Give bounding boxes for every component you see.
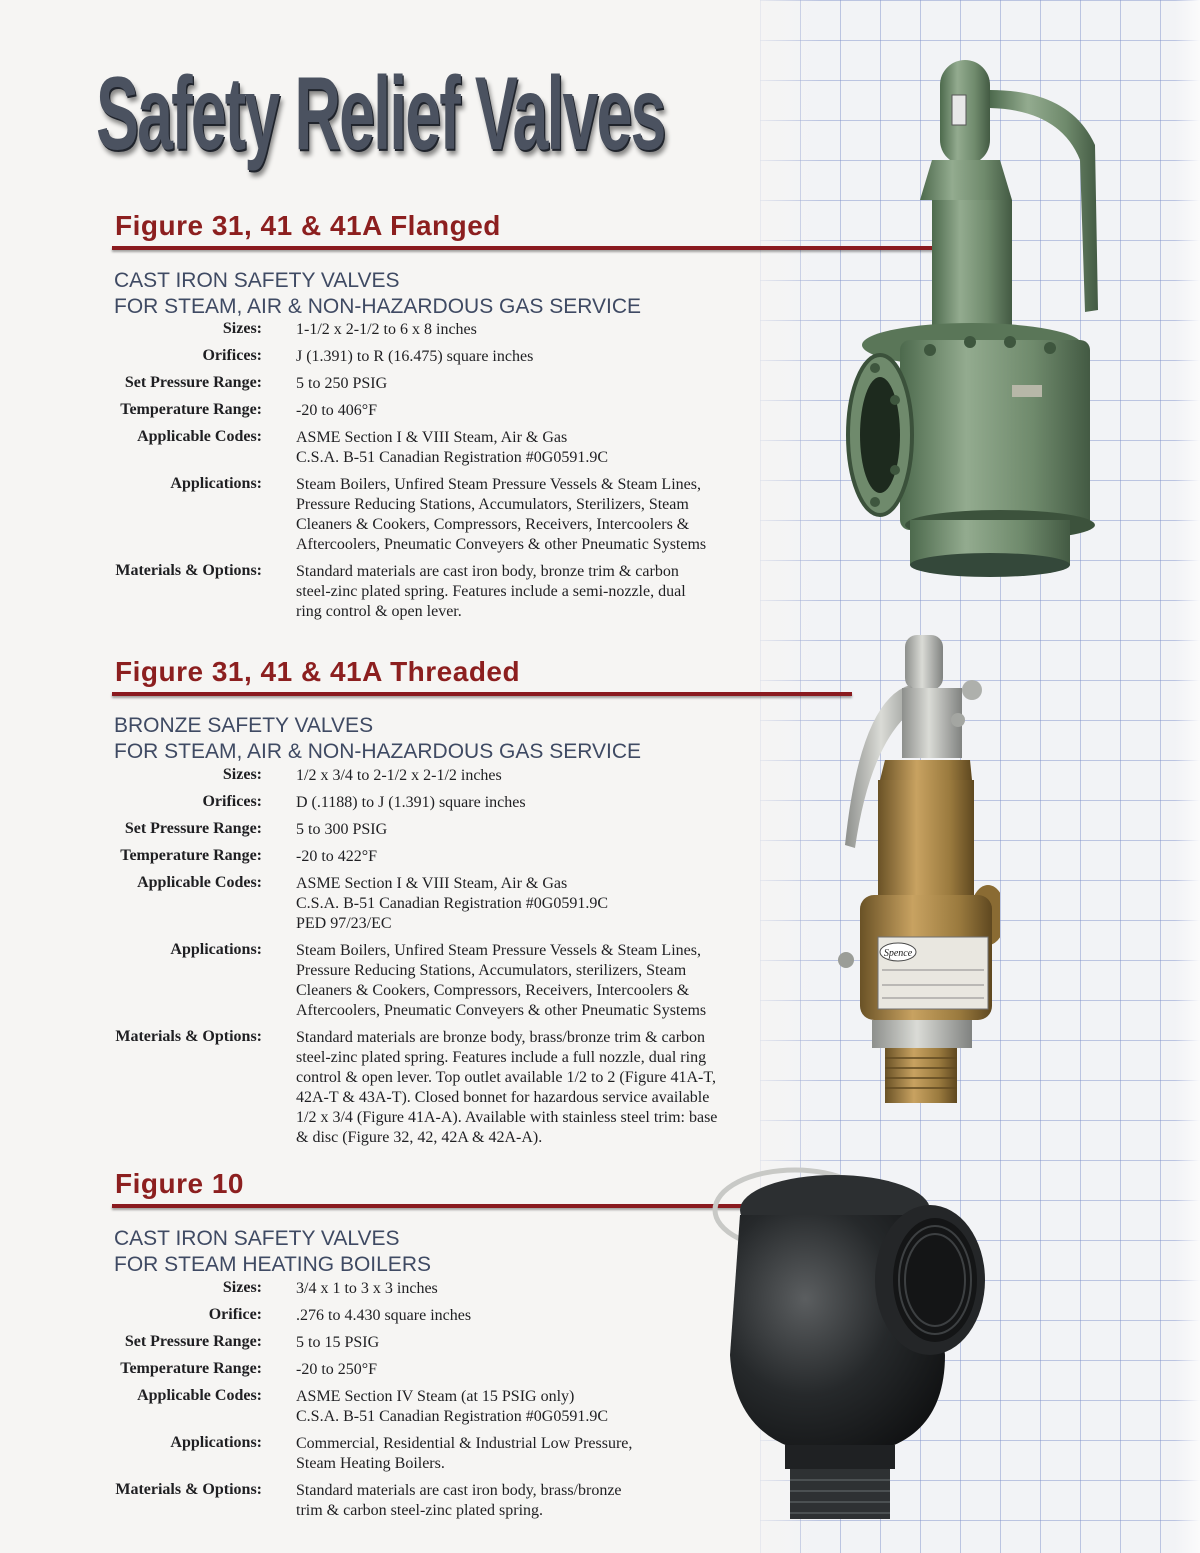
- spec-value-line: D (.1188) to J (1.391) square inches: [296, 794, 526, 811]
- spec-value-line: Steam Boilers, Unfired Steam Pressure Vessels & Steam Lines,: [296, 476, 701, 493]
- spec-value: [296, 475, 776, 562]
- spec-row-temperature: [0, 847, 780, 874]
- section-2-spec-table: [0, 766, 780, 1150]
- spec-value: [296, 1481, 776, 1523]
- spec-value-line: 1/2 x 3/4 to 2-1/2 x 2-1/2 inches: [296, 767, 502, 784]
- spec-value-line: 1-1/2 x 2-1/2 to 6 x 8 inches: [296, 321, 477, 338]
- section-1-figure-title: Figure 31, 41 & 41A Flanged: [115, 210, 501, 241]
- spec-value-line: Standard materials are bronze body, brass/bronze trim & carbon: [296, 1029, 706, 1046]
- spec-value-line: steel-zinc plated spring. Features include a full nozzle, dual ring: [296, 1049, 707, 1066]
- spec-label: Sizes:: [222, 766, 262, 783]
- threaded-valve-image: [830, 630, 1000, 1110]
- spec-label: Applications:: [170, 475, 262, 492]
- section-1-subtitle-line: FOR STEAM, AIR & NON-HAZARDOUS GAS SERVICE: [114, 295, 642, 318]
- spec-label: Sizes:: [222, 320, 262, 337]
- section-3-figure-title: Figure 10: [115, 1168, 244, 1199]
- spec-label: Materials & Options:: [115, 562, 262, 579]
- spec-value: [296, 1028, 776, 1150]
- spec-value-line: C.S.A. B-51 Canadian Registration #0G0591.9C: [296, 895, 608, 912]
- spec-value: [296, 874, 776, 941]
- spec-label: Applicable Codes:: [137, 1387, 262, 1404]
- section-1-spec-table: [0, 320, 780, 624]
- spec-value: [296, 820, 776, 847]
- heating-boiler-valve-image: [705, 1155, 995, 1535]
- spec-value: [296, 320, 776, 347]
- spec-value-line: 42A-T & 43A-T). Closed bonnet for hazardous service available: [296, 1089, 710, 1106]
- spec-value: [296, 374, 776, 401]
- spec-value-line: Standard materials are cast iron body, bronze trim & carbon: [296, 563, 679, 580]
- spec-value: [296, 766, 776, 793]
- spec-value: [296, 1333, 776, 1360]
- page-title: Safety Relief Valves: [96, 56, 665, 172]
- spec-label: Temperature Range:: [120, 401, 262, 418]
- spec-label: Temperature Range:: [120, 847, 262, 864]
- spec-row-applications: [0, 475, 780, 562]
- spec-label: Applications:: [170, 1434, 262, 1451]
- spec-value-line: ASME Section IV Steam (at 15 PSIG only): [296, 1388, 575, 1405]
- spec-label: Sizes:: [222, 1279, 262, 1296]
- spec-row-set-pressure: [0, 1333, 780, 1360]
- section-1-subtitle-line: CAST IRON SAFETY VALVES: [114, 269, 400, 292]
- spec-row-codes: [0, 428, 780, 475]
- spec-value-line: -20 to 422°F: [296, 848, 378, 865]
- spec-value-line: Steam Boilers, Unfired Steam Pressure Vessels & Steam Lines,: [296, 942, 701, 959]
- spec-value-line: ring control & open lever.: [296, 603, 462, 620]
- spec-label: Applicable Codes:: [137, 428, 262, 445]
- spec-row-orifices: [0, 793, 780, 820]
- spec-value: [296, 428, 776, 475]
- spec-label: Set Pressure Range:: [124, 374, 262, 391]
- spec-value-line: 3/4 x 1 to 3 x 3 inches: [296, 1280, 438, 1297]
- spec-value-line: 5 to 250 PSIG: [296, 375, 388, 392]
- spec-value: [296, 1279, 776, 1306]
- spec-value: [296, 347, 776, 374]
- spec-row-materials: [0, 1481, 780, 1523]
- spec-row-set-pressure: [0, 820, 780, 847]
- spec-value-line: Standard materials are cast iron body, brass/bronze: [296, 1482, 622, 1499]
- spec-row-sizes: [0, 1279, 780, 1306]
- spec-row-materials: [0, 562, 780, 624]
- spec-row-sizes: [0, 320, 780, 347]
- spec-row-applications: [0, 1434, 780, 1481]
- spec-value: [296, 847, 776, 874]
- spec-value: [296, 1306, 776, 1333]
- spec-row-set-pressure: [0, 374, 780, 401]
- section-1-subtitle: [114, 268, 641, 320]
- spec-value: [296, 941, 776, 1028]
- spec-value-line: Aftercoolers, Pneumatic Conveyers & other Pneumatic Systems: [296, 536, 707, 553]
- spec-value-line: -20 to 250°F: [296, 1361, 378, 1378]
- spec-value-line: & disc (Figure 32, 42, 42A & 42A-A).: [296, 1129, 543, 1146]
- spec-value-line: C.S.A. B-51 Canadian Registration #0G0591.9C: [296, 449, 608, 466]
- spec-label: Temperature Range:: [120, 1360, 262, 1377]
- spec-value-line: Cleaners & Cookers, Compressors, Receivers, Intercoolers &: [296, 516, 690, 533]
- spec-row-temperature: [0, 1360, 780, 1387]
- spec-label: Orifices:: [202, 347, 262, 364]
- spec-value: [296, 1360, 776, 1387]
- spec-row-temperature: [0, 401, 780, 428]
- spec-value-line: Cleaners & Cookers, Compressors, Receivers, Intercoolers &: [296, 982, 690, 999]
- spec-label: Materials & Options:: [115, 1028, 262, 1045]
- spec-value-line: Pressure Reducing Stations, Accumulators, sterilizers, Steam: [296, 962, 687, 979]
- section-3-rule: [112, 1204, 752, 1208]
- spec-row-materials: [0, 1028, 780, 1150]
- spec-value-line: control & open lever. Top outlet available 1/2 to 2 (Figure 41A-T,: [296, 1069, 716, 1086]
- spec-label: Materials & Options:: [115, 1481, 262, 1498]
- page-edge: [1175, 0, 1200, 1553]
- spec-value-line: 5 to 300 PSIG: [296, 821, 388, 838]
- spec-row-orifice: [0, 1306, 780, 1333]
- spec-row-orifices: [0, 347, 780, 374]
- spec-label: Applications:: [170, 941, 262, 958]
- section-3-subtitle-line: CAST IRON SAFETY VALVES: [114, 1227, 400, 1250]
- spec-value-line: 1/2 x 3/4 (Figure 41A-A). Available with stainless steel trim: base: [296, 1109, 718, 1126]
- section-2-rule: [112, 692, 852, 696]
- spec-value: [296, 401, 776, 428]
- spec-value-line: Steam Heating Boilers.: [296, 1455, 445, 1472]
- spec-row-codes: [0, 1387, 780, 1434]
- section-2-subtitle: [114, 713, 641, 765]
- section-1-rule: [112, 246, 938, 250]
- section-2-subtitle-line: FOR STEAM, AIR & NON-HAZARDOUS GAS SERVICE: [114, 740, 642, 763]
- section-2-figure-title: Figure 31, 41 & 41A Threaded: [115, 656, 521, 687]
- spec-value-line: Aftercoolers, Pneumatic Conveyers & other Pneumatic Systems: [296, 1002, 707, 1019]
- spec-value-line: ASME Section I & VIII Steam, Air & Gas: [296, 875, 568, 892]
- spec-row-codes: [0, 874, 780, 941]
- spec-value-line: J (1.391) to R (16.475) square inches: [296, 348, 534, 365]
- spec-label: Orifices:: [202, 793, 262, 810]
- spec-value-line: Commercial, Residential & Industrial Low Pressure,: [296, 1435, 633, 1452]
- section-3-spec-table: [0, 1279, 780, 1523]
- spec-value: [296, 793, 776, 820]
- spec-value-line: 5 to 15 PSIG: [296, 1334, 380, 1351]
- spec-value: [296, 1434, 776, 1481]
- spec-label: Set Pressure Range:: [124, 1333, 262, 1350]
- spec-row-applications: [0, 941, 780, 1028]
- flanged-valve-image: [840, 50, 1110, 595]
- spec-row-sizes: [0, 766, 780, 793]
- spec-value-line: PED 97/23/EC: [296, 915, 392, 932]
- spec-value-line: C.S.A. B-51 Canadian Registration #0G0591.9C: [296, 1408, 608, 1425]
- spec-value-line: Pressure Reducing Stations, Accumulators, Sterilizers, Steam: [296, 496, 689, 513]
- spec-value-line: steel-zinc plated spring. Features include a semi-nozzle, dual: [296, 583, 686, 600]
- nameplate-brand: Spence: [883, 948, 913, 959]
- spec-value: [296, 562, 776, 624]
- section-3-subtitle: [114, 1226, 431, 1278]
- spec-label: Set Pressure Range:: [124, 820, 262, 837]
- section-2-subtitle-line: BRONZE SAFETY VALVES: [114, 714, 374, 737]
- spec-value: [296, 1387, 776, 1434]
- spec-value-line: trim & carbon steel-zinc plated spring.: [296, 1502, 544, 1519]
- spec-value-line: -20 to 406°F: [296, 402, 378, 419]
- spec-label: Applicable Codes:: [137, 874, 262, 891]
- spec-value-line: ASME Section I & VIII Steam, Air & Gas: [296, 429, 568, 446]
- spec-value-line: .276 to 4.430 square inches: [296, 1307, 472, 1324]
- spec-label: Orifice:: [208, 1306, 262, 1323]
- section-3-subtitle-line: FOR STEAM HEATING BOILERS: [114, 1253, 431, 1276]
